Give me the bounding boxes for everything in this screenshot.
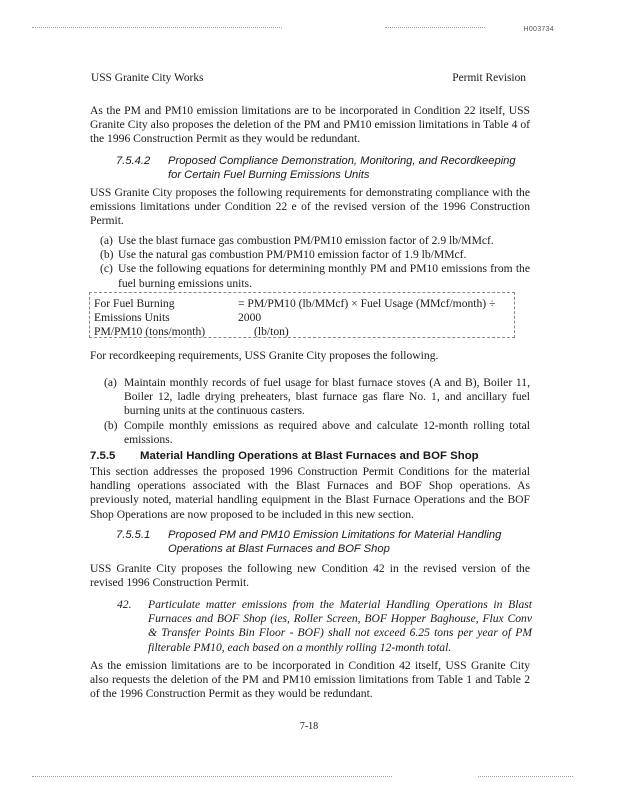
section-title-line2: for Certain Fuel Burning Emissions Units xyxy=(168,169,370,181)
section-title: Material Handling Operations at Blast Furnaces and BOF Shop xyxy=(140,450,479,462)
formula-equation: = PM/PM10 (lb/MMcf) × Fuel Usage (MMcf/month) ÷ 2000 (lb/ton) xyxy=(238,297,496,339)
list-item: (b) Compile monthly emissions as required above and calculate 12-month rolling total emissions. xyxy=(104,418,530,446)
bottom-scan-dots-left xyxy=(32,776,392,777)
top-scan-dots-right xyxy=(385,27,485,28)
section-title-line1: Proposed Compliance Demonstration, Monitoring, and Recordkeeping xyxy=(168,155,516,167)
section-title-line2: Operations at Blast Furnaces and BOF Shop xyxy=(168,543,390,555)
header-left: USS Granite City Works xyxy=(91,72,204,84)
page-number: 7-18 xyxy=(299,721,319,732)
section-number: 7.5.5 xyxy=(90,450,116,462)
condition-text: Particulate matter emissions from the Material Handling Operations in Blast Furnaces and BOF Shop (ies, Roller Screen, BOF Hopper Baghouse, Flux Conv & Transfer Points Bin Floor - BOF) shall not exceed 6.25 tons per year of PM filterable PM10, each based on a monthly rolling 12-month total. xyxy=(148,598,532,654)
para-755: This section addresses the proposed 1996 Construction Permit Conditions for the material handling operations associated with the Blast Furnaces and BOF Shop operations. As previously noted, material handling equipment in the Blast Furnace Operations and the BOF Shop Operations are now proposed to be included in this new section. xyxy=(90,465,530,521)
list-item: (a) Maintain monthly records of fuel usage for blast furnace stoves (A and B), Boiler 11, Boiler 12, ladle drying preheaters, blast furnace gas flare No. 1, and ancillary fuel burning units at the continuous casters. xyxy=(104,376,530,418)
formula-label: For Fuel Burning Emissions Units PM/PM10 (tons/month) xyxy=(94,297,206,339)
list-item: (c) Use the following equations for determining monthly PM and PM10 emissions from the fuel burning emissions units. xyxy=(100,262,530,290)
document-id: H003734 xyxy=(523,26,554,33)
page-header xyxy=(91,71,526,85)
para-7551: USS Granite City proposes the following new Condition 42 in the revised version of the revised 1996 Construction Permit. xyxy=(90,562,530,590)
section-755-heading xyxy=(90,449,479,463)
list-item: (a) Use the blast furnace gas combustion PM/PM10 emission factor of 2.9 lb/MMcf. xyxy=(100,234,494,247)
section-7551-heading xyxy=(116,528,526,556)
intro-paragraph: As the PM and PM10 emission limitations are to be incorporated in Condition 22 itself, USS Granite City also proposes the deletion of the PM and PM10 emission limitations in Table 4 of the 1996 Construction Permit as they would be redundant. xyxy=(90,104,530,146)
section-title-line1: Proposed PM and PM10 Emission Limitations for Material Handling xyxy=(168,529,502,541)
top-scan-dots-left xyxy=(32,27,282,28)
emission-formula-box xyxy=(89,292,515,338)
list-item: (b) Use the natural gas combustion PM/PM10 emission factor of 1.9 lb/MMcf. xyxy=(100,248,467,262)
para-7542: USS Granite City proposes the following requirements for demonstrating compliance with the emissions limitations under Condition 22 e of the revised version of the 1996 Construction Permit. xyxy=(90,186,530,228)
condition-42 xyxy=(117,598,532,655)
section-7542-heading xyxy=(116,154,526,182)
recordkeeping-list xyxy=(104,376,530,447)
condition-number: 42. xyxy=(117,598,132,611)
bottom-scan-dots-right xyxy=(478,776,573,777)
section-number: 7.5.4.2 xyxy=(116,155,151,167)
header-right: Permit Revision xyxy=(452,72,526,84)
recordkeeping-paragraph: For recordkeeping requirements, USS Granite City proposes the following. xyxy=(90,349,439,362)
compliance-list xyxy=(100,234,530,291)
closing-paragraph: As the emission limitations are to be incorporated in Condition 42 itself, USS Granite City also requests the deletion of the PM and PM10 emission limitations from Table 1 and Table 2 of the 1996 Construction Permit as they would be redundant. xyxy=(90,659,530,701)
section-number: 7.5.5.1 xyxy=(116,529,151,541)
